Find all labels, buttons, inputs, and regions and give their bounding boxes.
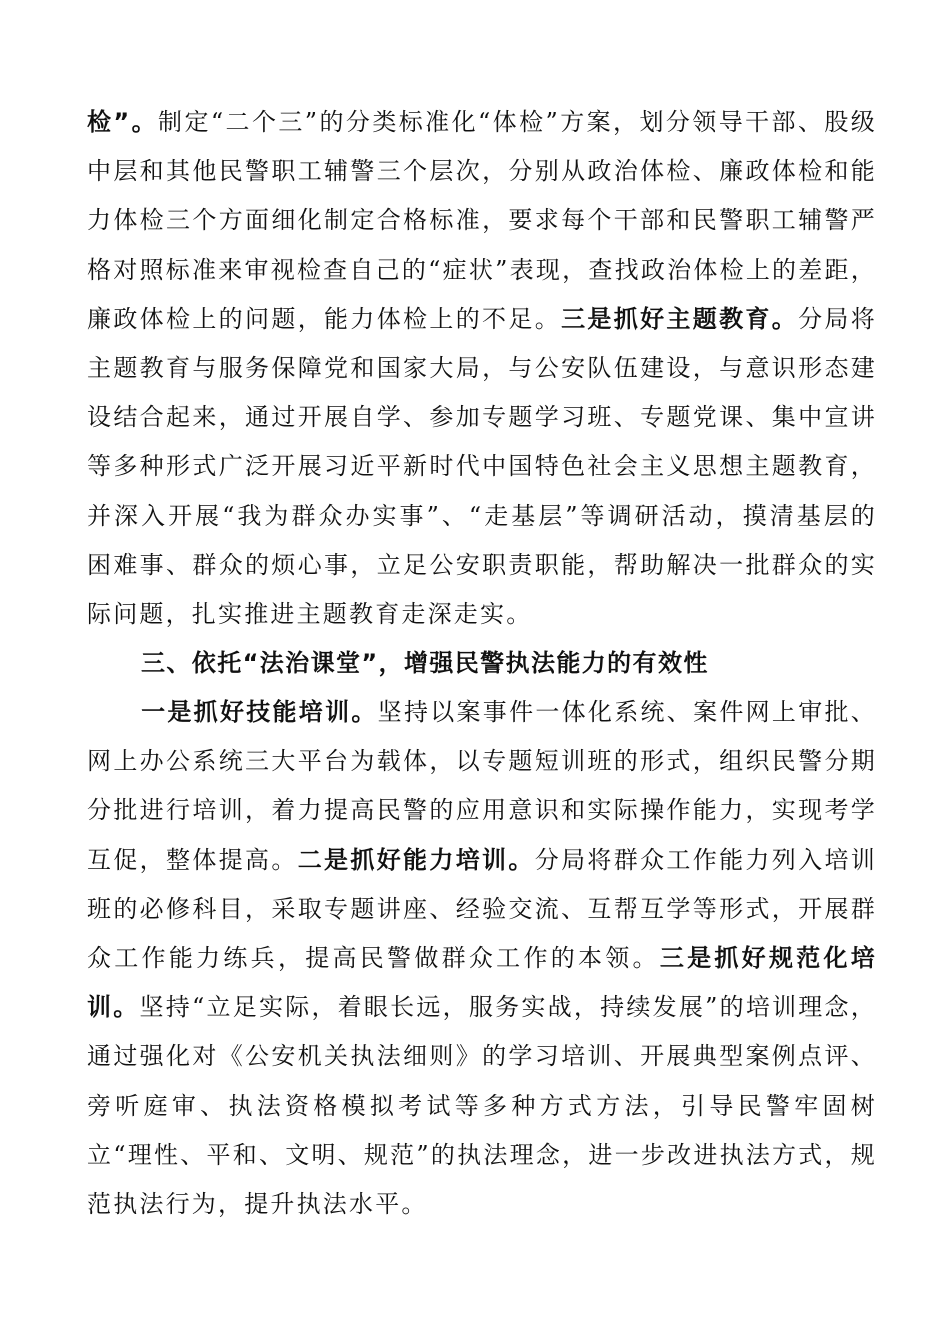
paragraph-health-check	[87, 98, 877, 639]
paragraph-training	[87, 688, 877, 1229]
paragraph-text: 分局将主题教育与服务保障党和国家大局，与公安队伍建设，与意识形态建设结合起来，通过开展自学、参加专题学习班、专题党课、集中宣讲等多种形式广泛开展习近平新时代中国特色社会主义思想主题教育，并深入开展“我为群众办实事”、“走基层”等调研活动，摸清基层的困难事、群众的烦心事，立足公安职责职能，帮助解决一批群众的实际问题，扎实推进主题教育走深走实。	[87, 304, 877, 629]
paragraph-bold-point: 三是抓好规范化培训。	[87, 944, 877, 1022]
paragraph-bold-point: 三是抓好主题教育。	[561, 304, 799, 333]
paragraph-lead-bold: 检”。	[87, 108, 159, 136]
paragraph-text: 分局将群众工作能力列入培训班的必修科目，采取专题讲座、经验交流、互帮互学等形式，开展群众工作能力练兵，提高民警做群众工作的本领。	[87, 845, 877, 973]
paragraph-bold-point: 二是抓好能力培训。	[297, 845, 535, 874]
paragraph-text: 制定“二个三”的分类标准化“体检”方案，划分领导干部、股级中层和其他民警职工辅警三个层次，分别从政治体检、廉政体检和能力体检三个方面细化制定合格标准，要求每个干部和民警职工辅警严格对照标准来审视检查自己的“症状”表现，查找政治体检上的差距，廉政体检上的问题，能力体检上的不足。	[87, 108, 877, 333]
section-heading: 三、依托“法治课堂”，增强民警执法能力的有效性	[141, 649, 709, 677]
paragraph-text: 坚持以案事件一体化系统、案件网上审批、网上办公系统三大平台为载体，以专题短训班的形式，组织民警分期分批进行培训，着力提高民警的应用意识和实际操作能力，实现考学互促，整体提高。	[87, 698, 877, 874]
paragraph-text: 坚持“立足实际，着眼长远，服务实战，持续发展”的培训理念，通过强化对《公安机关执法细则》的学习培训、开展典型案例点评、旁听庭审、执法资格模拟考试等多种方式方法，引导民警牢固树立“理性、平和、文明、规范”的执法理念，进一步改进执法方式，规范执法行为，提升执法水平。	[87, 993, 877, 1219]
paragraph-bold-point: 一是抓好技能培训。	[141, 698, 378, 726]
